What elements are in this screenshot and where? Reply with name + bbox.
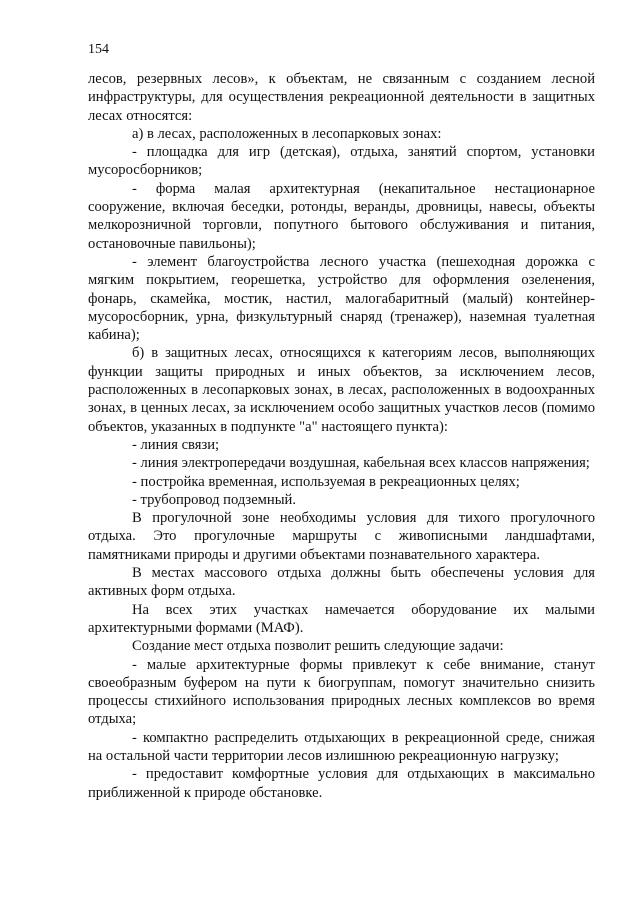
paragraph: а) в лесах, расположенных в лесопарковых зонах: [132,125,442,142]
paragraph: - форма малая архитектурная (некапитальное нестационарное сооружение, включая беседки, ротонды, веранды, дровницы, навесы, объекты мелкорозничной торговли, попутного бытового обслуживания и питания, остановочные павильоны); [88,180,595,252]
paragraph: На всех этих участках намечается оборудование их малыми архитектурными формами (МАФ). [88,601,595,636]
paragraph: В прогулочной зоне необходимы условия для тихого прогулочного отдыха. Это прогулочные маршруты с живописными ландшафтами, памятниками природы и другими объектами познавательного характера. [88,510,595,563]
paragraph: - компактно распределить отдыхающих в рекреационной среде, снижая на остальной части территории лесов излишнюю рекреационную нагрузку; [88,729,595,764]
paragraph: - линия электропередачи воздушная, кабельная всех классов напряжения; [132,455,590,472]
paragraph: - площадка для игр (детская), отдыха, занятий спортом, установки мусоросборников; [88,144,595,179]
paragraph: - предоставит комфортные условия для отдыхающих в максимально приближенной к природе обстановке. [88,766,595,801]
paragraph: - малые архитектурные формы привлекут к себе внимание, станут своеобразным буфером на пути к биогруппам, помогут значительно снизить процессы стихийного использования природных лесных комплексов во время отдыха; [88,656,595,728]
paragraph: - трубопровод подземный. [132,491,296,508]
paragraph: В местах массового отдыха должны быть обеспечены условия для активных форм отдыха. [88,565,595,600]
paragraph: - линия связи; [132,436,220,453]
paragraph: б) в защитных лесах, относящихся к категориям лесов, выполняющих функции защиты природных и иных объектов, за исключением лесов, расположенных в лесопарковых зонах, в лесах, расположенных в водоохранных зонах, в ценных лесах, за исключением особо защитных участков лесов (помимо объектов, указанных в подпункте "а" настоящего пункта): [88,345,595,435]
document-body [88,70,595,802]
paragraph: Создание мест отдыха позволит решить следующие задачи: [132,638,504,655]
paragraph: - постройка временная, используемая в рекреационных целях; [132,473,520,490]
page-number: 154 [88,42,109,57]
paragraph: лесов, резервных лесов», к объектам, не связанным с созданием лесной инфраструктуры, для осуществления рекреационной деятельности в защитных лесах относятся: [88,71,595,124]
paragraph: - элемент благоустройства лесного участка (пешеходная дорожка с мягким покрытием, георешетка, устройство для оформления озеленения, фонарь, скамейка, мостик, настил, малогабаритный (малый) контейнер-мусоросборник, урна, физкультурный снаряд (тренажер), наземная туалетная кабина); [88,253,595,344]
